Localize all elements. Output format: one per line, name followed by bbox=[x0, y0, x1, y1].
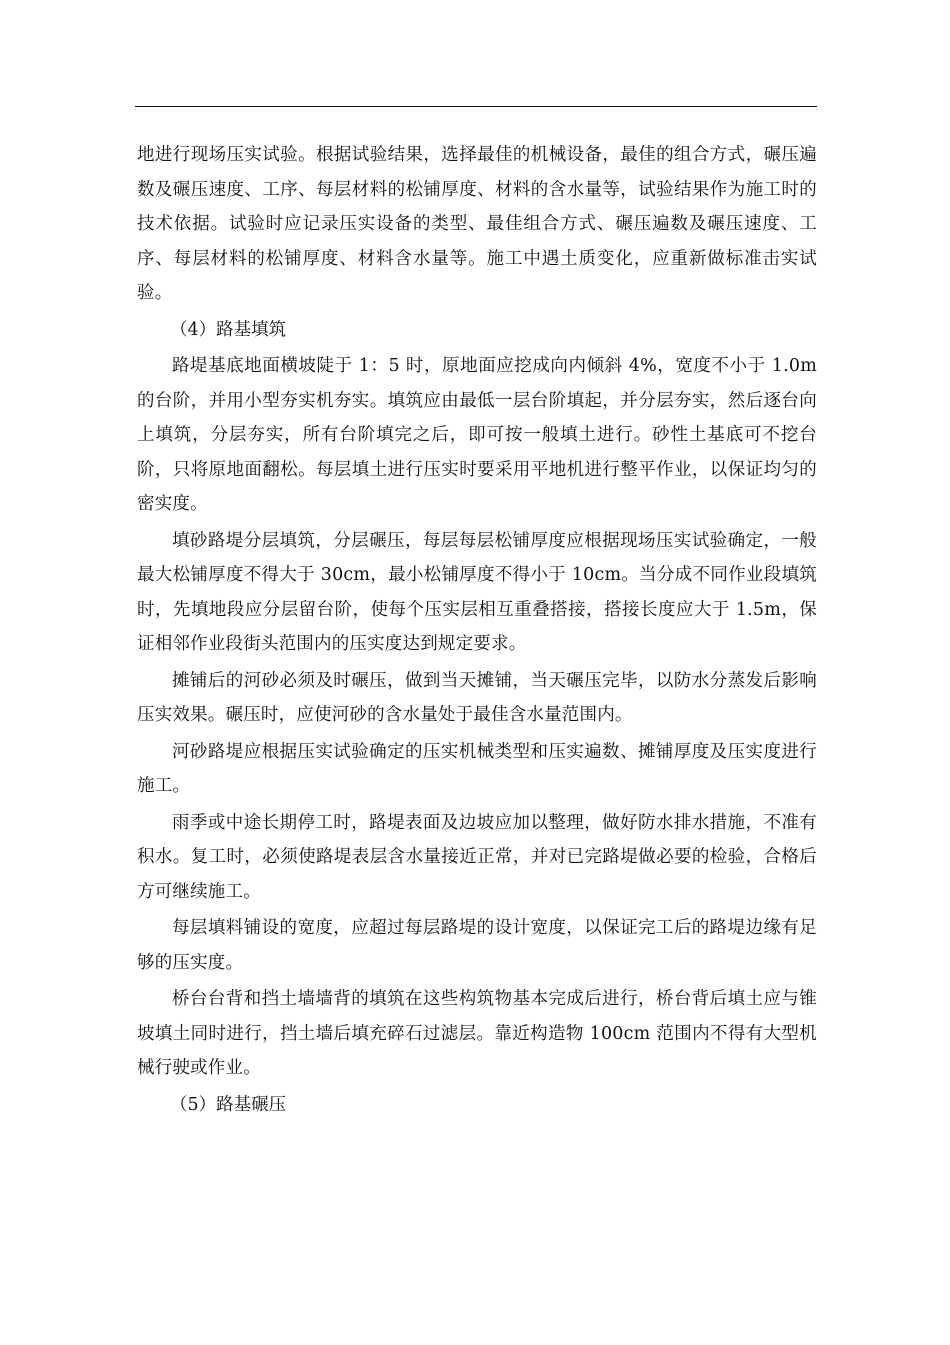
paragraph-layer-width: 每层填料铺设的宽度，应超过每层路堤的设计宽度，以保证完工后的路堤边缘有足够的压实度。 bbox=[137, 918, 817, 973]
section-heading-subgrade-filling: （4）路基填筑 bbox=[170, 319, 287, 340]
paragraph-rainy-season: 雨季或中途长期停工时，路堤表面及边坡应加以整理，做好防水排水措施，不准有积水。复工时，必须使路堤表层含水量接近正常，并对已完路堤做必要的检验，合格后方可继续施工。 bbox=[137, 812, 817, 902]
paragraph-compaction-test: 地进行现场压实试验。根据试验结果，选择最佳的机械设备，最佳的组合方式，碾压遍数及碾压速度、工序、每层材料的松铺厚度、材料的含水量等，试验结果作为施工时的技术依据。试验时应记录压实设备的类型、最佳组合方式、碾压遍数及碾压速度、工序、每层材料的松铺厚度、材料含水量等。施工中遇土质变化，应重新做标准击实试验。 bbox=[137, 145, 817, 303]
paragraph-embankment-base: 路堤基底地面横坡陡于 1：5 时，原地面应挖成向内倾斜 4%，宽度不小于 1.0m 的台阶，并用小型夯实机夯实。填筑应由最低一层台阶填起，并分层夯实，然后逐台向上填筑，分层夯实，所有台阶填完之后，即可按一般填土进行。砂性土基底可不挖台阶，只将原地面翻松。每层填土进行压实时要采用平地机进行整平作业，以保证均匀的密实度。 bbox=[137, 356, 817, 514]
paragraph-river-sand-rolling: 摊铺后的河砂必须及时碾压，做到当天摊铺，当天碾压完毕，以防水分蒸发后影响压实效果。碾压时，应使河砂的含水量处于最佳含水量范围内。 bbox=[137, 670, 817, 725]
document-body bbox=[137, 138, 817, 1122]
paragraph-abutment-backfill: 桥台台背和挡土墙墙背的填筑在这些构筑物基本完成后进行，桥台背后填土应与锥坡填土同时进行，挡土墙后填充碎石过滤层。靠近构造物 100cm 范围内不得有大型机械行驶或作业。 bbox=[137, 989, 817, 1078]
section-heading-subgrade-rolling: （5）路基碾压 bbox=[170, 1094, 287, 1115]
paragraph-sand-embankment: 填砂路堤分层填筑，分层碾压，每层每层松铺厚度应根据现场压实试验确定，一般最大松铺厚度不得大于 30cm，最小松铺厚度不得小于 10cm。当分成不同作业段填筑时，先填地段应分层留台阶，使每个压实层相互重叠搭接，搭接长度应大于 1.5m，保证相邻作业段街头范围内的压实度达到规定要求。 bbox=[137, 530, 817, 654]
paragraph-river-sand-construction: 河砂路堤应根据压实试验确定的压实机械类型和压实遍数、摊铺厚度及压实度进行施工。 bbox=[137, 741, 817, 796]
header-rule bbox=[135, 106, 817, 107]
